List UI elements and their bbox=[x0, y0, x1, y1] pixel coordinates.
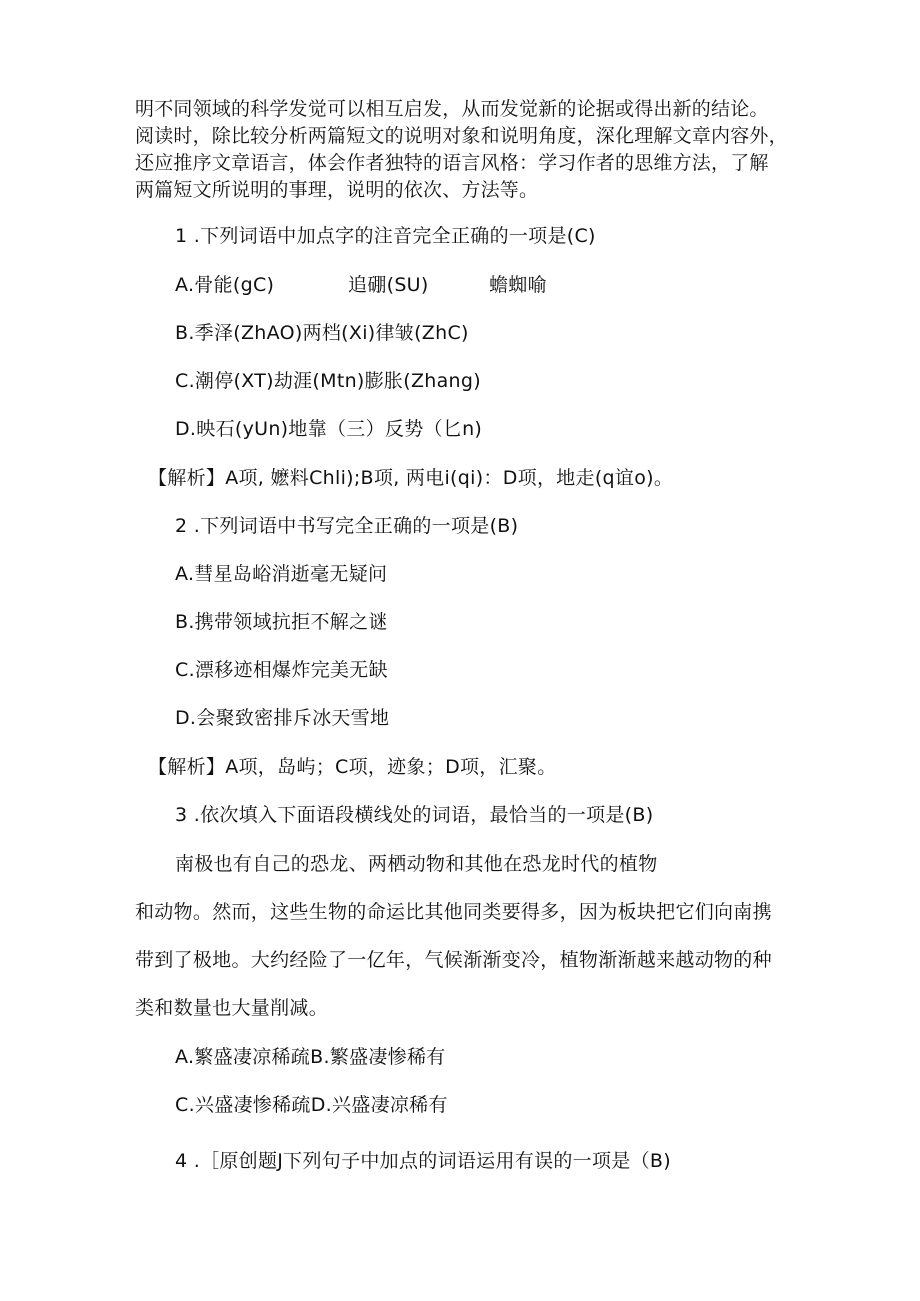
intro-line: 阅读时，除比较分析两篇短文的说明对象和说明角度，深化理解文章内容外， bbox=[135, 125, 788, 147]
question-2-option-d: D.会聚致密排斥冰天雪地 bbox=[175, 707, 390, 729]
question-1-option-d: D.映石(yUn)地靠（三）反势（匕n) bbox=[175, 418, 483, 440]
question-1-option-a-word-1: A.骨能(gC) bbox=[175, 274, 275, 296]
question-3-passage-line: 南极也有自己的恐龙、两栖动物和其他在恐龙时代的植物 bbox=[175, 853, 658, 875]
question-1-option-a-word-2: 追硼(SU) bbox=[348, 274, 429, 296]
question-2-option-a: A.彗星岛峪消逝毫无疑问 bbox=[175, 563, 388, 585]
question-3-passage-line: 带到了极地。大约经险了一亿年，气候渐渐变冷，植物渐渐越来越动物的种 bbox=[135, 949, 772, 971]
question-2-option-b: B.携带领域抗拒不解之谜 bbox=[175, 611, 388, 633]
question-2-analysis: 【解析】A项，岛屿；C项，迹象；D项，汇聚。 bbox=[148, 756, 557, 778]
question-1-option-a-word-3: 蟾蜘喻 bbox=[489, 274, 547, 296]
intro-line: 还应推序文章语言，体会作者独特的语言风格：学习作者的思维方法，了解 bbox=[135, 152, 769, 174]
intro-line: 明不同领域的科学发觉可以相互启发，从而发觉新的论据或得出新的结论。 bbox=[135, 98, 769, 120]
question-3-options-cd: C.兴盛凄惨稀疏D.兴盛凄凉稀有 bbox=[175, 1094, 448, 1116]
question-2-stem: 2 .下列词语中书写完全正确的一项是(B) bbox=[175, 515, 519, 537]
question-2-option-c: C.漂移迹相爆炸完美无缺 bbox=[175, 659, 388, 681]
question-1-stem: 1 .下列词语中加点字的注音完全正确的一项是(C) bbox=[175, 225, 596, 247]
question-1-option-b: B.季泽(ZhAO)两档(Xi)律皱(ZhC) bbox=[175, 322, 469, 344]
question-3-stem: 3 .依次填入下面语段横线处的词语，最恰当的一项是(B) bbox=[175, 804, 654, 826]
question-1-option-c: C.潮停(XT)劫涯(Mtn)膨胀(Zhang) bbox=[175, 370, 481, 392]
question-3-passage-line: 类和数量也大量削减。 bbox=[135, 997, 329, 1019]
question-3-options-ab: A.繁盛凄凉稀疏B.繁盛凄惨稀有 bbox=[175, 1046, 446, 1068]
intro-line: 两篇短文所说明的事理，说明的依次、方法等。 bbox=[135, 179, 539, 201]
question-4-stem: 4 .［原创题J下列句子中加点的词语运用有误的一项是（B) bbox=[175, 1150, 671, 1172]
intro-paragraph bbox=[135, 96, 795, 204]
question-3-passage-line: 和动物。然而，这些生物的命运比其他同类要得多，因为板块把它们向南携 bbox=[135, 901, 772, 923]
question-1-analysis: 【解析】A项, 嬷料Chli);B项, 两电i(qi)：D项，地走(q谊o)。 bbox=[148, 467, 674, 489]
